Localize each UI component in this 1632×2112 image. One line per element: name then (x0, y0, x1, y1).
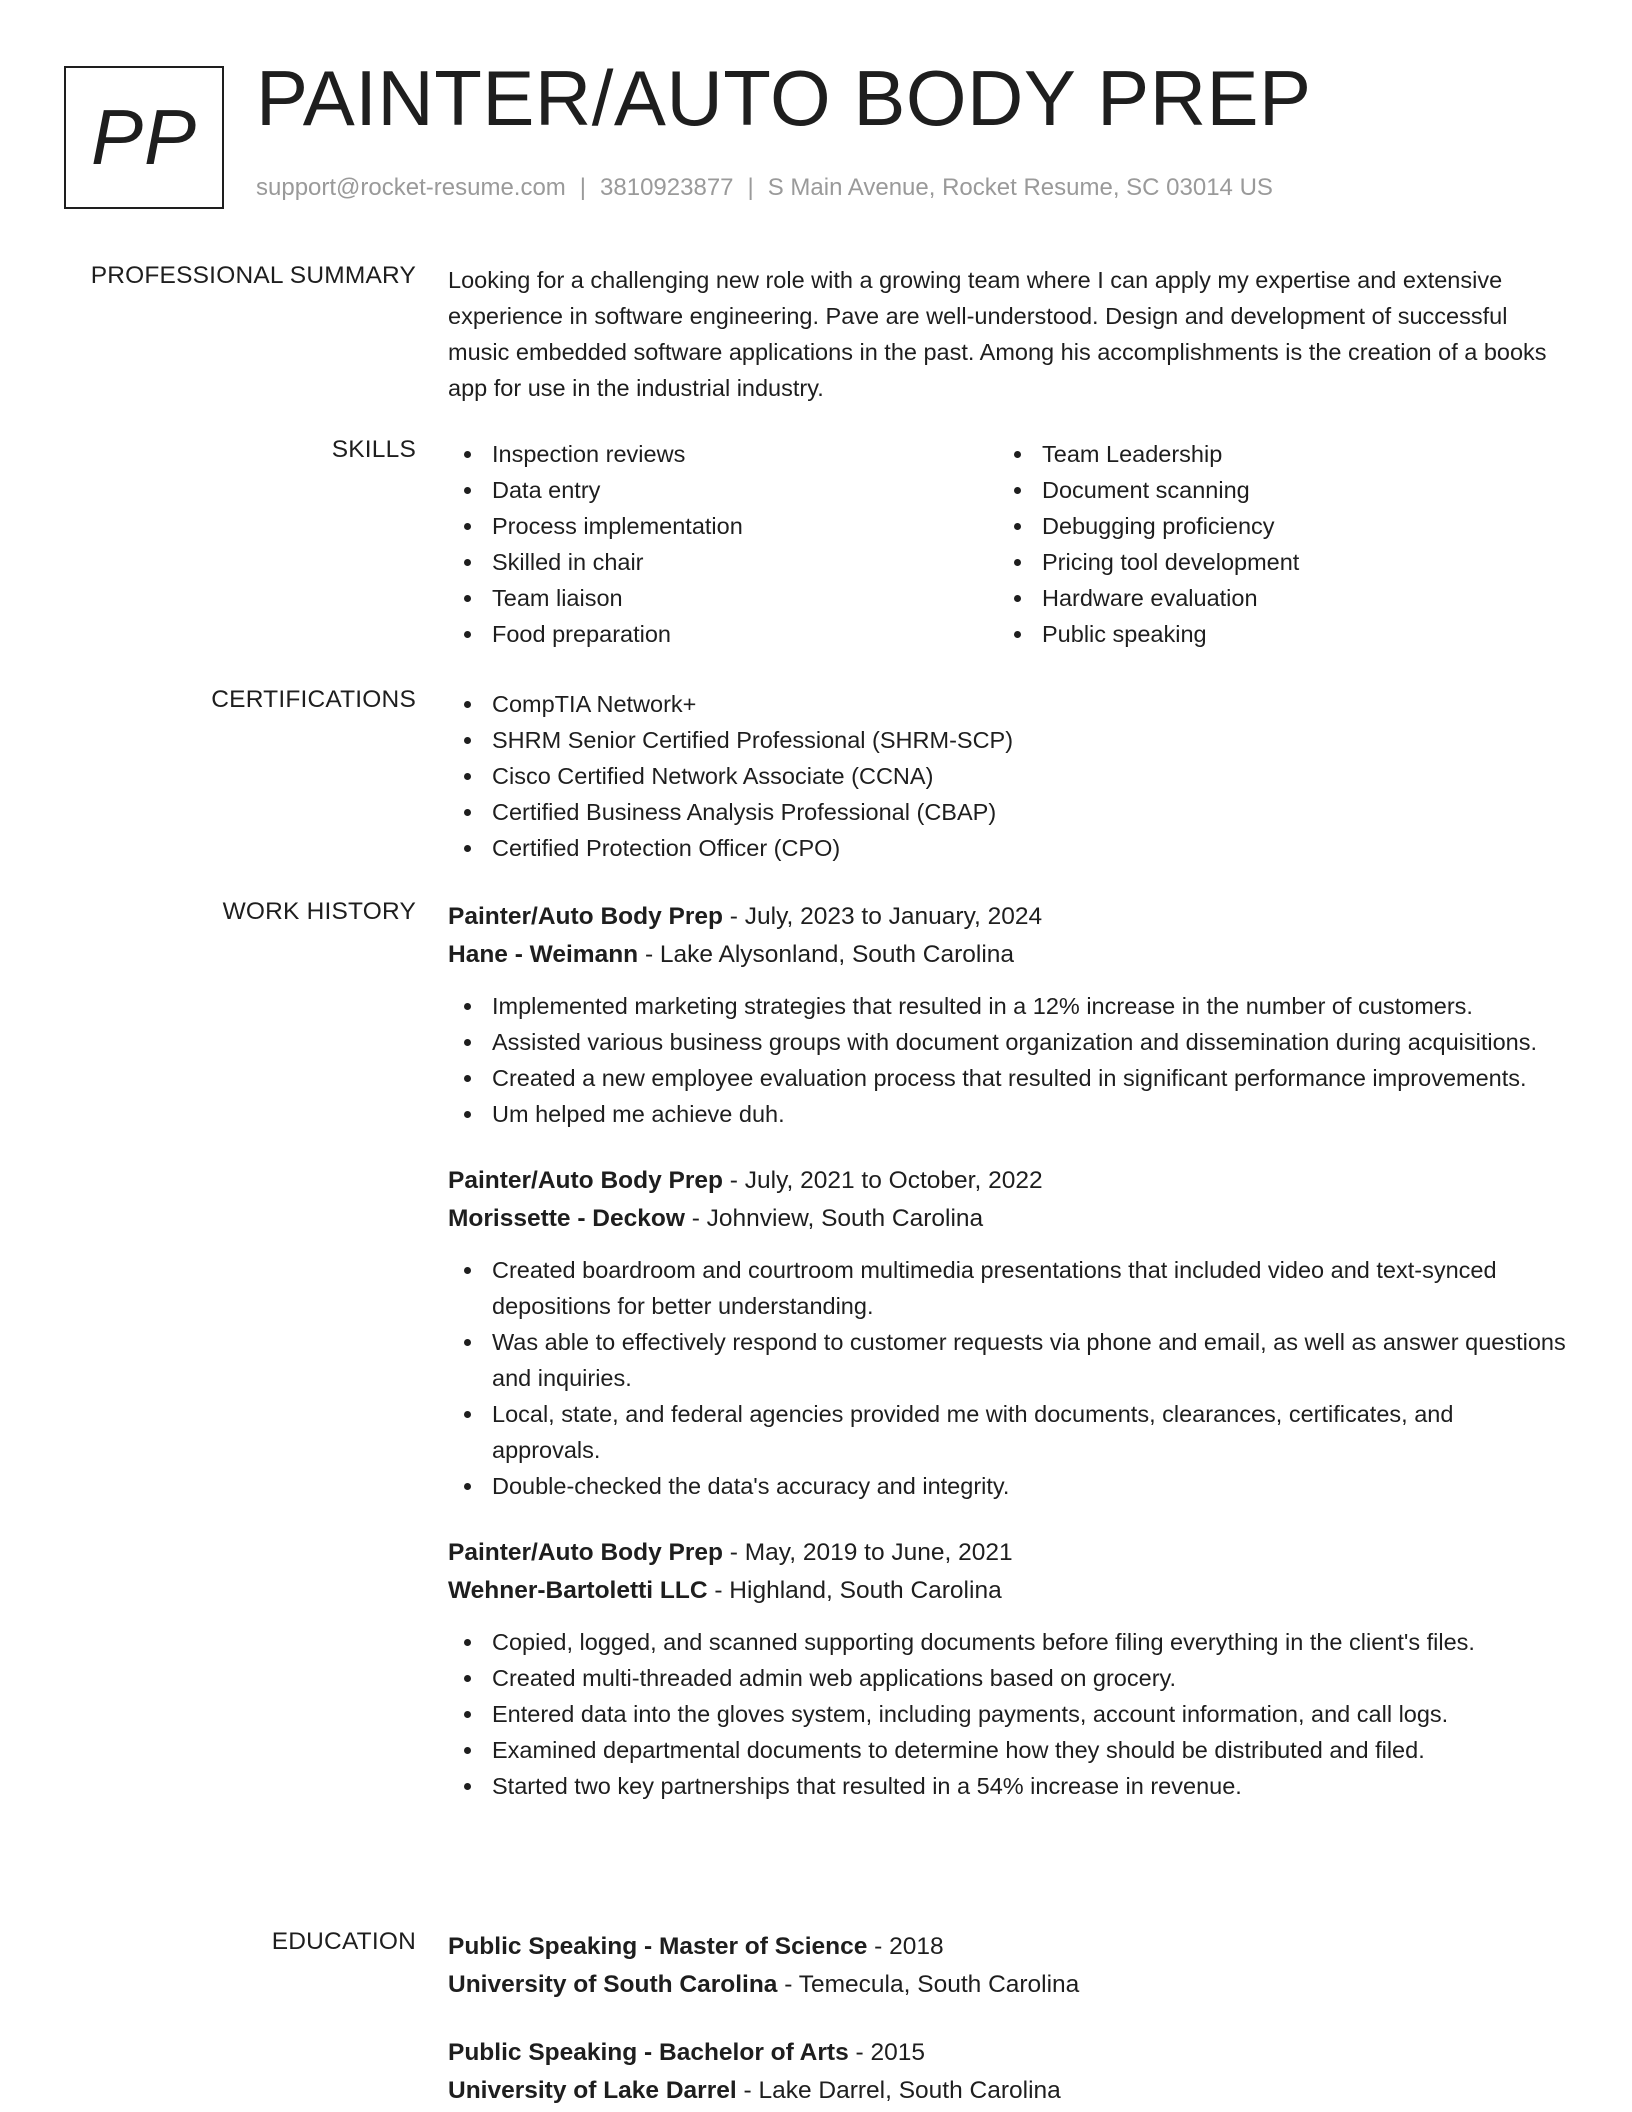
contact-email[interactable]: support@rocket-resume.com (256, 174, 566, 201)
education-degree-line (448, 2034, 1568, 2072)
contact-separator: | (579, 174, 587, 201)
skill-item: Inspection reviews (448, 436, 998, 472)
monogram-logo (64, 66, 224, 209)
job-bullet: Created a new employee evaluation process that resulted in significant performance improvements. (448, 1060, 1568, 1096)
job-location: - Johnview, South Carolina (684, 1205, 984, 1232)
job-company-line (448, 1572, 1568, 1610)
education-year: - 2015 (848, 2039, 925, 2066)
certification-item: Certified Protection Officer (CPO) (448, 830, 1568, 866)
skill-item: Public speaking (998, 616, 1548, 652)
job-location: - Lake Alysonland, South Carolina (638, 941, 1015, 968)
job-bullet: Created boardroom and courtroom multimedia presentations that included video and text-synced depositions for better understanding. (448, 1252, 1568, 1324)
certification-item: Cisco Certified Network Associate (CCNA) (448, 758, 1568, 794)
education-label: EDUCATION (271, 1928, 416, 1955)
job-title: Painter/Auto Body Prep (448, 1167, 723, 1194)
certification-item: Certified Business Analysis Professional (CBAP) (448, 794, 1568, 830)
education-school-line (448, 1966, 1568, 2004)
job-bullets (448, 1624, 1568, 1804)
job-title: Painter/Auto Body Prep (448, 1539, 723, 1566)
certifications-label: CERTIFICATIONS (211, 686, 416, 713)
skill-item: Food preparation (448, 616, 998, 652)
skills-list-right (998, 436, 1548, 652)
contact-phone[interactable]: 3810923877 (600, 174, 734, 201)
skill-item: Pricing tool development (998, 544, 1548, 580)
education-degree: Public Speaking - Master of Science (448, 1933, 868, 1960)
job-title-line (448, 1534, 1568, 1572)
job-bullet: Created multi-threaded admin web applications based on grocery. (448, 1660, 1568, 1696)
skills-label: SKILLS (331, 436, 416, 463)
job-title-line (448, 1162, 1568, 1200)
job-bullet: Local, state, and federal agencies provided me with documents, clearances, certificates, and approvals. (448, 1396, 1568, 1468)
job-entry (448, 898, 1568, 1132)
job-bullet: Implemented marketing strategies that resulted in a 12% increase in the number of customers. (448, 988, 1568, 1024)
work-history-label: WORK HISTORY (222, 898, 416, 925)
skills-list-left (448, 436, 998, 652)
job-title: Painter/Auto Body Prep (448, 903, 723, 930)
job-company: Wehner-Bartoletti LLC (448, 1577, 708, 1604)
education-location: - Lake Darrel, South Carolina (736, 2077, 1061, 2104)
education-school: University of South Carolina (448, 1971, 778, 1998)
monogram-initials: PP (90, 93, 198, 181)
certification-item: CompTIA Network+ (448, 686, 1568, 722)
education-entry (448, 2034, 1568, 2110)
education-degree: Public Speaking - Bachelor of Arts (448, 2039, 849, 2066)
education-year: - 2018 (867, 1933, 944, 1960)
work-history-body (448, 898, 1568, 1804)
certification-item: SHRM Senior Certified Professional (SHRM-SCP) (448, 722, 1568, 758)
job-bullets (448, 988, 1568, 1132)
resume-title: PAINTER/AUTO BODY PREP (256, 54, 1312, 142)
skill-item: Hardware evaluation (998, 580, 1548, 616)
skill-item: Skilled in chair (448, 544, 998, 580)
certifications-list (448, 686, 1568, 866)
contact-address: S Main Avenue, Rocket Resume, SC 03014 US (767, 174, 1273, 201)
job-bullet: Was able to effectively respond to customer requests via phone and email, as well as answer questions and inquiries. (448, 1324, 1568, 1396)
skill-item: Team liaison (448, 580, 998, 616)
job-bullet: Um helped me achieve duh. (448, 1096, 1568, 1132)
job-title-line (448, 898, 1568, 936)
skill-item: Document scanning (998, 472, 1548, 508)
education-school: University of Lake Darrel (448, 2077, 737, 2104)
certifications-body (448, 686, 1568, 866)
skill-item: Team Leadership (998, 436, 1548, 472)
job-dates: - July, 2021 to October, 2022 (722, 1167, 1043, 1194)
job-bullet: Started two key partnerships that resulted in a 54% increase in revenue. (448, 1768, 1568, 1804)
job-company-line (448, 1200, 1568, 1238)
skills-columns (448, 436, 1568, 652)
job-dates: - July, 2023 to January, 2024 (722, 903, 1043, 930)
contact-line (256, 174, 1273, 202)
summary-label: PROFESSIONAL SUMMARY (90, 262, 416, 289)
job-bullet: Double-checked the data's accuracy and integrity. (448, 1468, 1568, 1504)
job-bullet: Assisted various business groups with document organization and dissemination during acquisitions. (448, 1024, 1568, 1060)
job-company-line (448, 936, 1568, 974)
education-location: - Temecula, South Carolina (777, 1971, 1080, 1998)
job-bullet: Examined departmental documents to determine how they should be distributed and filed. (448, 1732, 1568, 1768)
job-entry (448, 1162, 1568, 1504)
education-body (448, 1928, 1568, 2110)
job-company: Morissette - Deckow (448, 1205, 685, 1232)
education-degree-line (448, 1928, 1568, 1966)
education-entry (448, 1928, 1568, 2004)
job-dates: - May, 2019 to June, 2021 (722, 1539, 1013, 1566)
skill-item: Process implementation (448, 508, 998, 544)
job-bullet: Entered data into the gloves system, including payments, account information, and call logs. (448, 1696, 1568, 1732)
job-company: Hane - Weimann (448, 941, 639, 968)
job-entry (448, 1534, 1568, 1804)
skill-item: Data entry (448, 472, 998, 508)
job-location: - Highland, South Carolina (707, 1577, 1002, 1604)
job-bullet: Copied, logged, and scanned supporting documents before filing everything in the client's files. (448, 1624, 1568, 1660)
skill-item: Debugging proficiency (998, 508, 1548, 544)
job-bullets (448, 1252, 1568, 1504)
contact-separator: | (747, 174, 754, 201)
education-school-line (448, 2072, 1568, 2110)
summary-text: Looking for a challenging new role with a growing team where I can apply my expertise and extensive experience in software engineering. Pave are well-understood. Design and development of successful music embedded software applications in the past. Among his accomplishments is the creation of a books app for use in the industrial industry. (448, 267, 1547, 401)
